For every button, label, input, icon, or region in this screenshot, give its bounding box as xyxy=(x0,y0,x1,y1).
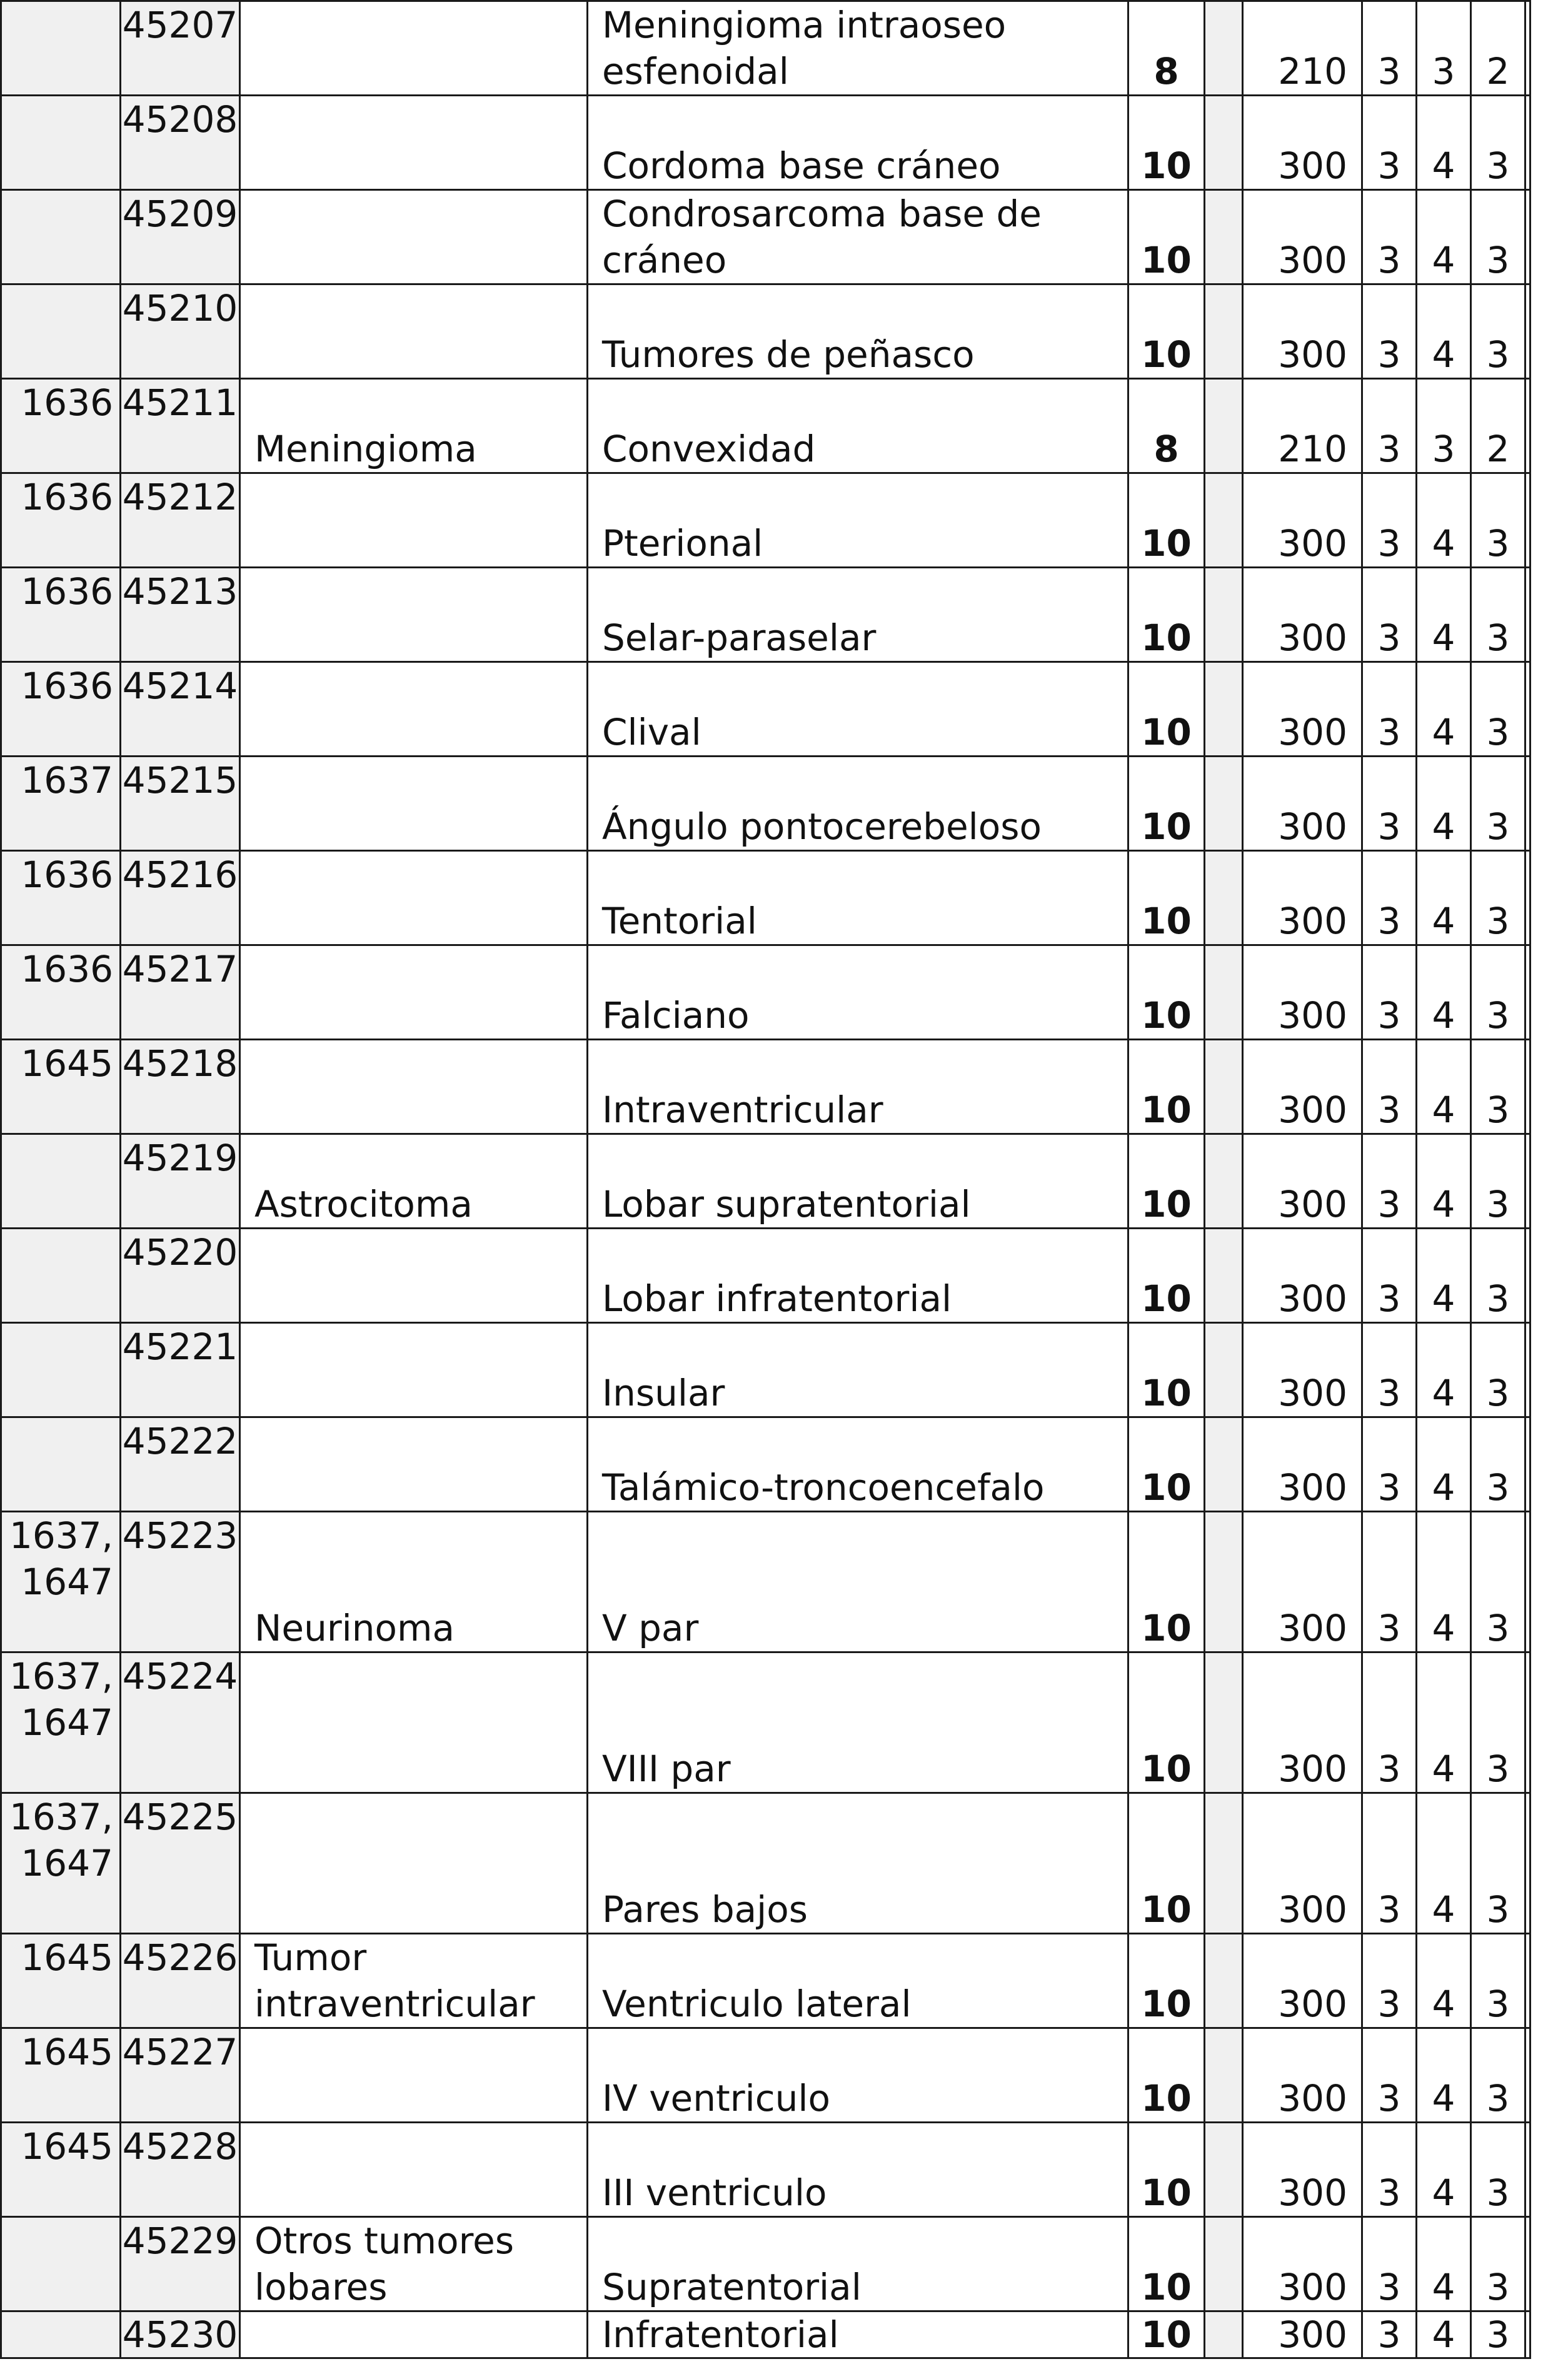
col-c-cell: 3 xyxy=(1471,662,1525,757)
col-c-cell: 3 xyxy=(1471,2123,1525,2217)
end-cell xyxy=(1525,945,1530,1040)
col-c-cell: 3 xyxy=(1471,2311,1525,2358)
end-cell xyxy=(1525,1323,1530,1417)
blank-cell xyxy=(1205,1652,1243,1793)
procedure-name-cell: Pares bajos xyxy=(588,1793,1128,1934)
code-cell: 45225 xyxy=(121,1793,240,1934)
group-cell: Neurinoma xyxy=(240,1512,588,1652)
value-cell: 210 xyxy=(1243,1,1362,96)
table-row xyxy=(1,96,1530,190)
value-cell: 300 xyxy=(1243,1323,1362,1417)
value-cell: 300 xyxy=(1243,1417,1362,1512)
group-cell xyxy=(240,1323,588,1417)
col-a-cell: 3 xyxy=(1362,1040,1417,1134)
col-b-cell: 4 xyxy=(1417,1512,1471,1652)
end-cell xyxy=(1525,1134,1530,1229)
col-a-cell: 3 xyxy=(1362,2311,1417,2358)
end-cell xyxy=(1525,1512,1530,1652)
points-cell: 10 xyxy=(1128,1793,1205,1934)
end-cell xyxy=(1525,568,1530,662)
value-cell: 300 xyxy=(1243,1040,1362,1134)
points-cell: 10 xyxy=(1128,1229,1205,1323)
col-a-cell: 3 xyxy=(1362,1652,1417,1793)
ref-cell: 1636 xyxy=(1,662,121,757)
ref-cell xyxy=(1,1,121,96)
blank-cell xyxy=(1205,1323,1243,1417)
procedure-name-cell: IV ventriculo xyxy=(588,2028,1128,2123)
col-c-cell: 3 xyxy=(1471,1793,1525,1934)
ref-cell xyxy=(1,284,121,379)
blank-cell xyxy=(1205,473,1243,568)
ref-cell: 1636 xyxy=(1,473,121,568)
col-c-cell: 2 xyxy=(1471,1,1525,96)
col-c-cell: 3 xyxy=(1471,1040,1525,1134)
code-cell: 45214 xyxy=(121,662,240,757)
group-cell xyxy=(240,2028,588,2123)
col-c-cell: 3 xyxy=(1471,2217,1525,2311)
blank-cell xyxy=(1205,2028,1243,2123)
col-b-cell: 4 xyxy=(1417,945,1471,1040)
table-row xyxy=(1,473,1530,568)
group-cell xyxy=(240,2311,588,2358)
group-cell xyxy=(240,1229,588,1323)
points-cell: 10 xyxy=(1128,757,1205,851)
procedure-name-cell: Insular xyxy=(588,1323,1128,1417)
ref-cell: 1645 xyxy=(1,1934,121,2028)
blank-cell xyxy=(1205,284,1243,379)
col-c-cell: 3 xyxy=(1471,2028,1525,2123)
end-cell xyxy=(1525,1652,1530,1793)
code-cell: 45226 xyxy=(121,1934,240,2028)
ref-cell xyxy=(1,2311,121,2358)
col-b-cell: 3 xyxy=(1417,1,1471,96)
end-cell xyxy=(1525,1934,1530,2028)
table-row xyxy=(1,1134,1530,1229)
procedure-name-cell: Ángulo pontocerebeloso xyxy=(588,757,1128,851)
col-b-cell: 4 xyxy=(1417,1652,1471,1793)
ref-cell: 1637, 1647 xyxy=(1,1793,121,1934)
code-cell: 45228 xyxy=(121,2123,240,2217)
value-cell: 300 xyxy=(1243,1134,1362,1229)
col-c-cell: 3 xyxy=(1471,1323,1525,1417)
ref-cell xyxy=(1,1417,121,1512)
value-cell: 300 xyxy=(1243,1512,1362,1652)
table-row xyxy=(1,284,1530,379)
points-cell: 8 xyxy=(1128,1,1205,96)
value-cell: 300 xyxy=(1243,568,1362,662)
value-cell: 300 xyxy=(1243,96,1362,190)
col-c-cell: 3 xyxy=(1471,1134,1525,1229)
value-cell: 300 xyxy=(1243,1934,1362,2028)
col-c-cell: 2 xyxy=(1471,379,1525,473)
code-cell: 45220 xyxy=(121,1229,240,1323)
end-cell xyxy=(1525,1793,1530,1934)
blank-cell xyxy=(1205,379,1243,473)
points-cell: 10 xyxy=(1128,2028,1205,2123)
col-c-cell: 3 xyxy=(1471,1652,1525,1793)
code-cell: 45217 xyxy=(121,945,240,1040)
col-b-cell: 4 xyxy=(1417,662,1471,757)
ref-cell: 1636 xyxy=(1,568,121,662)
col-a-cell: 3 xyxy=(1362,473,1417,568)
group-cell xyxy=(240,284,588,379)
procedure-name-cell: Condrosarcoma base de cráneo xyxy=(588,190,1128,284)
col-c-cell: 3 xyxy=(1471,757,1525,851)
procedure-name-cell: V par xyxy=(588,1512,1128,1652)
group-cell xyxy=(240,1,588,96)
group-cell xyxy=(240,851,588,945)
end-cell xyxy=(1525,662,1530,757)
end-cell xyxy=(1525,851,1530,945)
col-c-cell: 3 xyxy=(1471,1229,1525,1323)
col-b-cell: 4 xyxy=(1417,1793,1471,1934)
value-cell: 300 xyxy=(1243,2123,1362,2217)
points-cell: 8 xyxy=(1128,379,1205,473)
blank-cell xyxy=(1205,1934,1243,2028)
procedure-name-cell: Tentorial xyxy=(588,851,1128,945)
ref-cell: 1636 xyxy=(1,945,121,1040)
col-a-cell: 3 xyxy=(1362,96,1417,190)
table-row xyxy=(1,1323,1530,1417)
ref-cell xyxy=(1,1134,121,1229)
points-cell: 10 xyxy=(1128,1040,1205,1134)
table-row xyxy=(1,945,1530,1040)
table-row xyxy=(1,190,1530,284)
col-a-cell: 3 xyxy=(1362,1323,1417,1417)
table-row xyxy=(1,1652,1530,1793)
end-cell xyxy=(1525,2028,1530,2123)
col-b-cell: 4 xyxy=(1417,2311,1471,2358)
table-row xyxy=(1,1040,1530,1134)
ref-cell: 1636 xyxy=(1,379,121,473)
procedure-name-cell: Pterional xyxy=(588,473,1128,568)
points-cell: 10 xyxy=(1128,190,1205,284)
value-cell: 300 xyxy=(1243,190,1362,284)
code-cell: 45216 xyxy=(121,851,240,945)
code-cell: 45223 xyxy=(121,1512,240,1652)
table-row xyxy=(1,851,1530,945)
group-cell: Otros tumores lobares xyxy=(240,2217,588,2311)
blank-cell xyxy=(1205,96,1243,190)
points-cell: 10 xyxy=(1128,2311,1205,2358)
col-a-cell: 3 xyxy=(1362,379,1417,473)
col-c-cell: 3 xyxy=(1471,96,1525,190)
col-a-cell: 3 xyxy=(1362,284,1417,379)
group-cell xyxy=(240,1652,588,1793)
group-cell: Tumor intraventricular xyxy=(240,1934,588,2028)
col-a-cell: 3 xyxy=(1362,190,1417,284)
code-cell: 45208 xyxy=(121,96,240,190)
points-cell: 10 xyxy=(1128,1134,1205,1229)
code-cell: 45230 xyxy=(121,2311,240,2358)
col-a-cell: 3 xyxy=(1362,757,1417,851)
table-row xyxy=(1,1512,1530,1652)
group-cell xyxy=(240,96,588,190)
code-cell: 45210 xyxy=(121,284,240,379)
col-a-cell: 3 xyxy=(1362,2123,1417,2217)
group-cell xyxy=(240,662,588,757)
col-b-cell: 4 xyxy=(1417,1040,1471,1134)
col-b-cell: 4 xyxy=(1417,1229,1471,1323)
col-b-cell: 4 xyxy=(1417,473,1471,568)
blank-cell xyxy=(1205,2217,1243,2311)
col-a-cell: 3 xyxy=(1362,1229,1417,1323)
code-cell: 45213 xyxy=(121,568,240,662)
blank-cell xyxy=(1205,1134,1243,1229)
group-cell xyxy=(240,757,588,851)
blank-cell xyxy=(1205,757,1243,851)
value-cell: 300 xyxy=(1243,2217,1362,2311)
procedure-name-cell: Talámico-troncoencefalo xyxy=(588,1417,1128,1512)
procedure-name-cell: Lobar supratentorial xyxy=(588,1134,1128,1229)
code-cell: 45212 xyxy=(121,473,240,568)
col-b-cell: 4 xyxy=(1417,851,1471,945)
blank-cell xyxy=(1205,662,1243,757)
col-b-cell: 4 xyxy=(1417,757,1471,851)
ref-cell: 1637 xyxy=(1,757,121,851)
ref-cell: 1645 xyxy=(1,2028,121,2123)
table-row xyxy=(1,757,1530,851)
end-cell xyxy=(1525,2123,1530,2217)
end-cell xyxy=(1525,473,1530,568)
code-cell: 45229 xyxy=(121,2217,240,2311)
col-a-cell: 3 xyxy=(1362,1,1417,96)
col-c-cell: 3 xyxy=(1471,851,1525,945)
procedure-name-cell: Infratentorial xyxy=(588,2311,1128,2358)
table-row xyxy=(1,2028,1530,2123)
table-row xyxy=(1,2311,1530,2358)
procedure-name-cell: VIII par xyxy=(588,1652,1128,1793)
value-cell: 300 xyxy=(1243,1229,1362,1323)
procedure-name-cell: Cordoma base cráneo xyxy=(588,96,1128,190)
col-b-cell: 4 xyxy=(1417,190,1471,284)
col-c-cell: 3 xyxy=(1471,568,1525,662)
col-c-cell: 3 xyxy=(1471,1512,1525,1652)
table-row xyxy=(1,1,1530,96)
value-cell: 210 xyxy=(1243,379,1362,473)
procedure-name-cell: III ventriculo xyxy=(588,2123,1128,2217)
table-row xyxy=(1,1793,1530,1934)
group-cell: Meningioma xyxy=(240,379,588,473)
col-c-cell: 3 xyxy=(1471,473,1525,568)
group-cell xyxy=(240,1793,588,1934)
end-cell xyxy=(1525,2311,1530,2358)
col-b-cell: 4 xyxy=(1417,1934,1471,2028)
end-cell xyxy=(1525,757,1530,851)
points-cell: 10 xyxy=(1128,1417,1205,1512)
table-row xyxy=(1,2123,1530,2217)
blank-cell xyxy=(1205,1417,1243,1512)
ref-cell xyxy=(1,190,121,284)
value-cell: 300 xyxy=(1243,945,1362,1040)
ref-cell xyxy=(1,2217,121,2311)
table-row xyxy=(1,1229,1530,1323)
code-cell: 45224 xyxy=(121,1652,240,1793)
procedure-name-cell: Lobar infratentorial xyxy=(588,1229,1128,1323)
end-cell xyxy=(1525,1,1530,96)
procedure-name-cell: Supratentorial xyxy=(588,2217,1128,2311)
ref-cell: 1645 xyxy=(1,2123,121,2217)
points-cell: 10 xyxy=(1128,96,1205,190)
points-cell: 10 xyxy=(1128,1934,1205,2028)
code-cell: 45221 xyxy=(121,1323,240,1417)
blank-cell xyxy=(1205,2311,1243,2358)
value-cell: 300 xyxy=(1243,2028,1362,2123)
col-b-cell: 3 xyxy=(1417,379,1471,473)
blank-cell xyxy=(1205,1793,1243,1934)
col-a-cell: 3 xyxy=(1362,2217,1417,2311)
col-c-cell: 3 xyxy=(1471,1934,1525,2028)
table-body xyxy=(1,1,1530,2358)
end-cell xyxy=(1525,190,1530,284)
col-b-cell: 4 xyxy=(1417,2217,1471,2311)
procedure-name-cell: Intraventricular xyxy=(588,1040,1128,1134)
blank-cell xyxy=(1205,190,1243,284)
col-c-cell: 3 xyxy=(1471,284,1525,379)
value-cell: 300 xyxy=(1243,284,1362,379)
end-cell xyxy=(1525,96,1530,190)
col-a-cell: 3 xyxy=(1362,851,1417,945)
col-c-cell: 3 xyxy=(1471,190,1525,284)
blank-cell xyxy=(1205,568,1243,662)
col-c-cell: 3 xyxy=(1471,1417,1525,1512)
procedure-name-cell: Meningioma intraoseo esfenoidal xyxy=(588,1,1128,96)
col-c-cell: 3 xyxy=(1471,945,1525,1040)
group-cell xyxy=(240,945,588,1040)
ref-cell: 1637, 1647 xyxy=(1,1512,121,1652)
ref-cell xyxy=(1,1323,121,1417)
col-b-cell: 4 xyxy=(1417,2123,1471,2217)
col-b-cell: 4 xyxy=(1417,1323,1471,1417)
value-cell: 300 xyxy=(1243,2311,1362,2358)
blank-cell xyxy=(1205,851,1243,945)
code-cell: 45215 xyxy=(121,757,240,851)
group-cell: Astrocitoma xyxy=(240,1134,588,1229)
col-a-cell: 3 xyxy=(1362,2028,1417,2123)
table-row xyxy=(1,2217,1530,2311)
blank-cell xyxy=(1205,1040,1243,1134)
end-cell xyxy=(1525,379,1530,473)
ref-cell xyxy=(1,96,121,190)
blank-cell xyxy=(1205,1512,1243,1652)
table-row xyxy=(1,662,1530,757)
col-b-cell: 4 xyxy=(1417,1134,1471,1229)
col-a-cell: 3 xyxy=(1362,568,1417,662)
points-cell: 10 xyxy=(1128,662,1205,757)
code-cell: 45219 xyxy=(121,1134,240,1229)
col-a-cell: 3 xyxy=(1362,1793,1417,1934)
procedure-name-cell: Convexidad xyxy=(588,379,1128,473)
code-cell: 45207 xyxy=(121,1,240,96)
col-a-cell: 3 xyxy=(1362,1417,1417,1512)
blank-cell xyxy=(1205,945,1243,1040)
value-cell: 300 xyxy=(1243,1793,1362,1934)
procedure-name-cell: Falciano xyxy=(588,945,1128,1040)
value-cell: 300 xyxy=(1243,757,1362,851)
procedure-name-cell: Ventriculo lateral xyxy=(588,1934,1128,2028)
points-cell: 10 xyxy=(1128,473,1205,568)
points-cell: 10 xyxy=(1128,284,1205,379)
group-cell xyxy=(240,1040,588,1134)
points-cell: 10 xyxy=(1128,2123,1205,2217)
value-cell: 300 xyxy=(1243,1652,1362,1793)
table-row xyxy=(1,1934,1530,2028)
end-cell xyxy=(1525,1417,1530,1512)
blank-cell xyxy=(1205,2123,1243,2217)
points-cell: 10 xyxy=(1128,568,1205,662)
code-cell: 45209 xyxy=(121,190,240,284)
blank-cell xyxy=(1205,1,1243,96)
col-b-cell: 4 xyxy=(1417,568,1471,662)
points-cell: 10 xyxy=(1128,945,1205,1040)
group-cell xyxy=(240,473,588,568)
code-cell: 45211 xyxy=(121,379,240,473)
points-cell: 10 xyxy=(1128,851,1205,945)
value-cell: 300 xyxy=(1243,851,1362,945)
table-row xyxy=(1,379,1530,473)
col-a-cell: 3 xyxy=(1362,945,1417,1040)
points-cell: 10 xyxy=(1128,1512,1205,1652)
col-a-cell: 3 xyxy=(1362,1512,1417,1652)
end-cell xyxy=(1525,1229,1530,1323)
ref-cell: 1636 xyxy=(1,851,121,945)
ref-cell: 1645 xyxy=(1,1040,121,1134)
table-row xyxy=(1,568,1530,662)
procedure-name-cell: Tumores de peñasco xyxy=(588,284,1128,379)
group-cell xyxy=(240,1417,588,1512)
group-cell xyxy=(240,190,588,284)
col-b-cell: 4 xyxy=(1417,2028,1471,2123)
end-cell xyxy=(1525,2217,1530,2311)
code-cell: 45218 xyxy=(121,1040,240,1134)
code-cell: 45227 xyxy=(121,2028,240,2123)
group-cell xyxy=(240,2123,588,2217)
procedure-name-cell: Selar-paraselar xyxy=(588,568,1128,662)
value-cell: 300 xyxy=(1243,473,1362,568)
col-b-cell: 4 xyxy=(1417,96,1471,190)
ref-cell: 1637, 1647 xyxy=(1,1652,121,1793)
col-a-cell: 3 xyxy=(1362,662,1417,757)
value-cell: 300 xyxy=(1243,662,1362,757)
group-cell xyxy=(240,568,588,662)
ref-cell xyxy=(1,1229,121,1323)
blank-cell xyxy=(1205,1229,1243,1323)
points-cell: 10 xyxy=(1128,1652,1205,1793)
procedure-name-cell: Clival xyxy=(588,662,1128,757)
table-row xyxy=(1,1417,1530,1512)
col-b-cell: 4 xyxy=(1417,284,1471,379)
points-cell: 10 xyxy=(1128,2217,1205,2311)
col-b-cell: 4 xyxy=(1417,1417,1471,1512)
col-a-cell: 3 xyxy=(1362,1934,1417,2028)
code-cell: 45222 xyxy=(121,1417,240,1512)
points-cell: 10 xyxy=(1128,1323,1205,1417)
end-cell xyxy=(1525,1040,1530,1134)
col-a-cell: 3 xyxy=(1362,1134,1417,1229)
end-cell xyxy=(1525,284,1530,379)
